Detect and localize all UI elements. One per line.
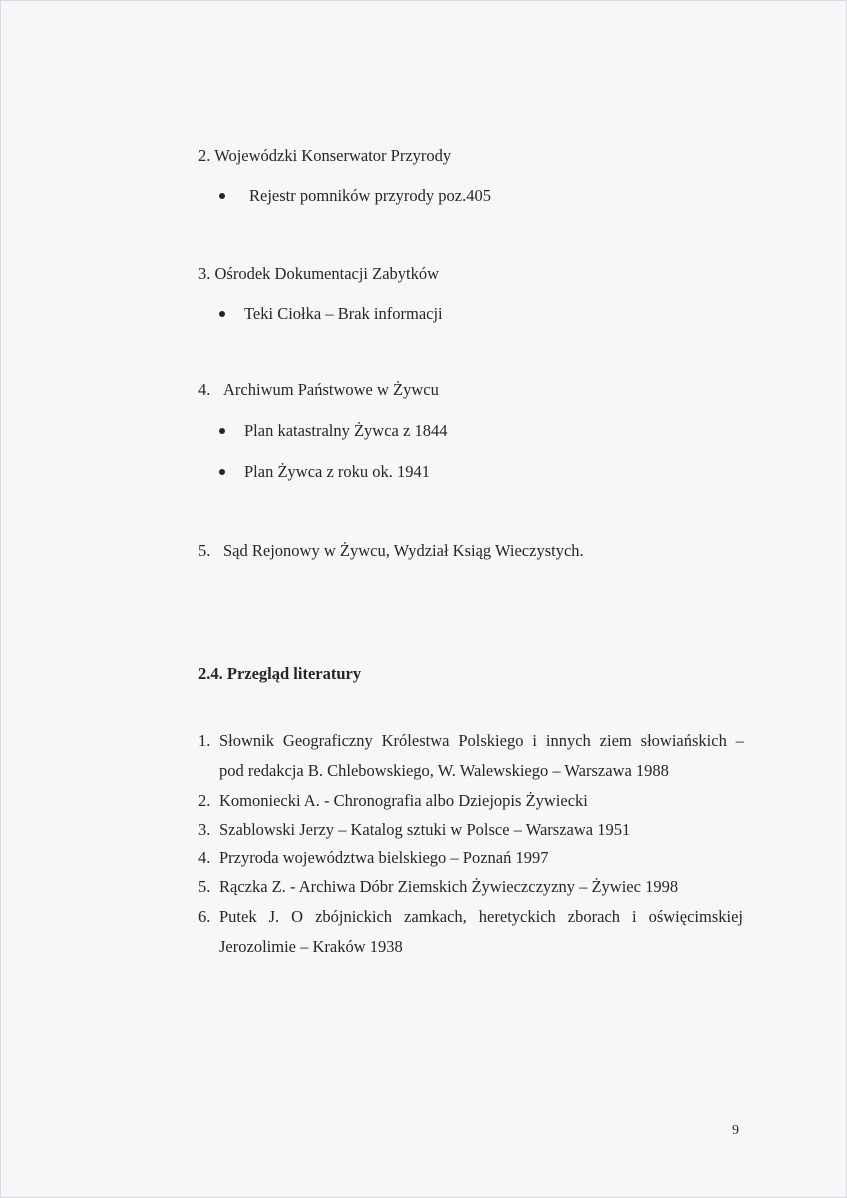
lit-item: Słownik Geograficzny Królestwa Polskiego i innych ziem słowiańskich – xyxy=(219,731,744,750)
source-heading: Archiwum Państwowe w Żywcu xyxy=(223,380,439,399)
bullet-icon xyxy=(219,311,225,317)
source-bullet: Rejestr pomników przyrody poz.405 xyxy=(249,186,491,205)
source-heading: 3. Ośrodek Dokumentacji Zabytków xyxy=(198,264,440,283)
source-bullet: Plan katastralny Żywca z 1844 xyxy=(244,421,448,440)
bullet-icon xyxy=(219,469,225,475)
lit-item-cont: Jerozolimie – Kraków 1938 xyxy=(219,937,403,956)
source-heading: Sąd Rejonowy w Żywcu, Wydział Ksiąg Wieczystych. xyxy=(223,541,584,560)
lit-number: 1. xyxy=(198,731,211,750)
lit-number: 4. xyxy=(198,848,211,867)
lit-item-cont: pod redakcja B. Chlebowskiego, W. Walewskiego – Warszawa 1988 xyxy=(219,761,669,780)
lit-number: 3. xyxy=(198,820,211,839)
section-title: 2.4. Przegląd literatury xyxy=(198,664,362,683)
source-number: 4. xyxy=(198,380,211,399)
source-heading: 2. Wojewódzki Konserwator Przyrody xyxy=(198,146,452,165)
lit-number: 2. xyxy=(198,791,211,810)
lit-item: Przyroda województwa bielskiego – Poznań 1997 xyxy=(219,848,549,867)
source-bullet: Teki Ciołka – Brak informacji xyxy=(244,304,443,323)
lit-item: Szablowski Jerzy – Katalog sztuki w Polsce – Warszawa 1951 xyxy=(219,820,631,839)
lit-item: Komoniecki A. - Chronografia albo Dziejopis Żywiecki xyxy=(219,791,588,810)
page-number: 9 xyxy=(732,1123,739,1138)
source-bullet: Plan Żywca z roku ok. 1941 xyxy=(244,462,431,481)
lit-item: Putek J. O zbójnickich zamkach, heretyckich zborach i oświęcimskiej xyxy=(219,907,743,926)
bullet-icon xyxy=(219,428,225,434)
lit-number: 5. xyxy=(198,877,211,896)
source-number: 5. xyxy=(198,541,211,560)
bullet-icon xyxy=(219,193,225,199)
lit-number: 6. xyxy=(198,907,211,926)
lit-item: Rączka Z. - Archiwa Dóbr Ziemskich Żywieczczyzny – Żywiec 1998 xyxy=(219,877,679,896)
